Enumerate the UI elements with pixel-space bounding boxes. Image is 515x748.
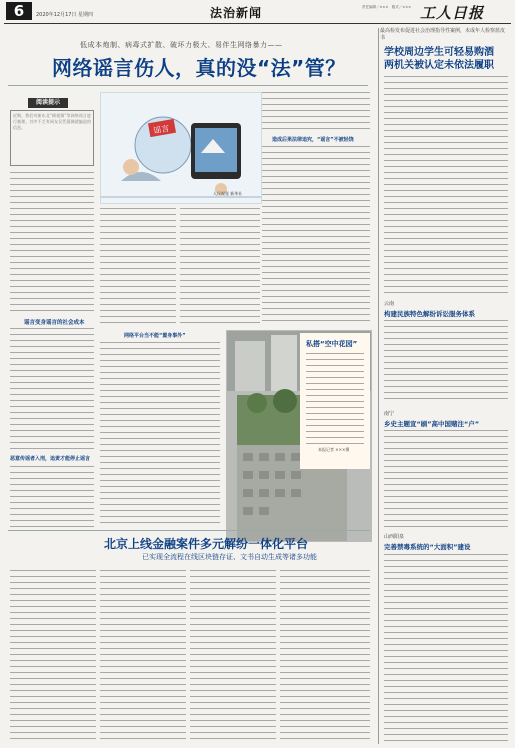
body-text-column: [100, 570, 186, 742]
feature-rule: [8, 530, 370, 531]
sidebar-item-title[interactable]: 完善禁毒系统的“大面积”建设: [384, 543, 471, 551]
body-text-column: [10, 466, 94, 528]
header-rule: [4, 23, 511, 24]
illustration-art: [101, 93, 261, 203]
body-text-column: [180, 208, 260, 328]
sidebar-headline[interactable]: 学校周边学生可轻易购酒 两机关被认定未依法履职: [384, 47, 494, 71]
body-text-column: [384, 430, 508, 530]
body-text-column: [10, 570, 96, 742]
body-text-column: [190, 570, 276, 742]
body-text-column: [10, 172, 94, 312]
photo-caption-text: [306, 353, 364, 445]
sidebar-divider: [378, 28, 379, 744]
editor-note-tag: 阅读提示: [28, 98, 68, 108]
sidebar-item-kicker: 山西阳泉: [384, 534, 405, 540]
sidebar-item-title[interactable]: 构建民族特色解纷诉讼服务体系: [384, 310, 475, 318]
editor-credit: 责任编辑／××× 版式／×××: [362, 5, 412, 9]
issue-date: 2020年12月17日 星期四: [36, 12, 94, 18]
body-text-column: [262, 92, 370, 134]
body-text-column: [384, 554, 508, 742]
body-text-column: [384, 76, 508, 296]
section-title: 法治新闻: [210, 6, 263, 20]
masthead-logo: 工人日报: [420, 4, 485, 22]
body-text-column: [100, 342, 220, 528]
sidebar-item-kicker: 云南: [384, 301, 395, 307]
section-subhead: 谣言变身谣言的社会成本: [24, 320, 85, 326]
article-headline[interactable]: 网络谣言伤人，真的没“法”管？: [52, 56, 346, 80]
sidebar-item-kicker: 南宁: [384, 411, 395, 417]
editor-note-text: 近期，我们对新东北“刷视频”等网络谣言进行梳理，其中不乏有网友仅凭猜测就编造的信息。: [13, 113, 91, 130]
editor-note-box: [10, 110, 94, 166]
svg-text:谣言: 谣言: [152, 123, 170, 136]
sidebar-kicker: 最高检发布促进社会治理指导性案例，未成年人检察蓝皮书: [380, 28, 506, 41]
feature-headline[interactable]: 北京上线金融案件多元解纷一体化平台: [104, 537, 309, 551]
headline-rule: [8, 85, 368, 86]
photo-caption-title: 私搭“空中花园”: [306, 340, 358, 348]
photo-caption-box: [300, 333, 370, 469]
body-text-column: [280, 570, 370, 742]
feature-subtitle: 已实现全流程在线区块链存证、文书自动生成等诸多功能: [142, 553, 317, 561]
section-subhead: 恶意传谣者入刑，追责才能停止谣言: [10, 456, 91, 462]
section-subhead: 网络平台当不能“置身事外”: [124, 333, 186, 339]
photo-credit: 本报记者 ×××摄: [318, 447, 350, 452]
illustration-caption: 人民视觉 新华社: [213, 191, 243, 196]
body-text-column: [384, 320, 508, 404]
body-text-column: [10, 328, 94, 450]
article-kicker: 低成本炮制、病毒式扩散、破坏力极大、易伴生网络暴力——: [80, 41, 283, 49]
page-number: 6: [6, 2, 32, 20]
center-subhead: 造成后果法律追究，“谣言”不被轻饶: [272, 137, 354, 143]
body-text-column: [100, 208, 176, 328]
article-illustration: [100, 92, 262, 204]
body-text-column: [262, 146, 370, 326]
sidebar-item-title[interactable]: 乡史主题宣“刷”高中国赌注“户”: [384, 420, 480, 428]
